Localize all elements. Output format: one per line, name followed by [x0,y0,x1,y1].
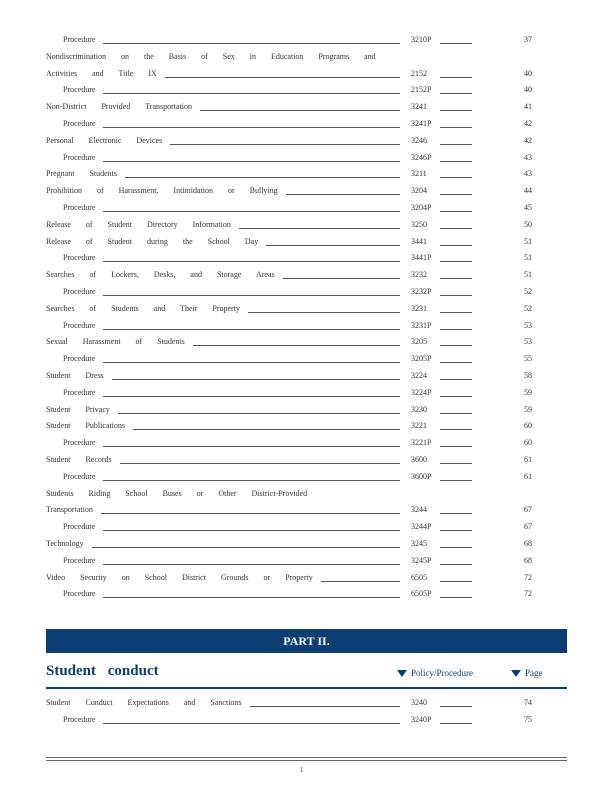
toc-entry [0,49,616,65]
part-banner: PART II. [46,629,567,653]
leader-line [103,362,400,363]
leader-line [283,278,400,279]
leader-line [165,77,400,78]
toc-entry [0,66,616,82]
policy-code: 3210P [411,35,432,44]
policy-code: 3245P [411,555,432,565]
toc-entry [0,166,616,182]
toc-entry [0,435,616,451]
leader-line [193,345,400,346]
leader-line [440,429,472,430]
policy-code: 3241 [411,102,427,112]
toc-entry [0,301,616,317]
toc-entry-title: Student Dress [46,371,104,380]
toc-entry-title: Procedure [63,589,96,599]
leader-line [92,547,400,548]
leader-line [440,211,472,212]
toc-entry-title: Prohibition of Harassment, Intimidation or Bullying [46,186,278,196]
page-ref: 59 [524,387,532,397]
toc-entry [0,267,616,283]
policy-code: 3244P [411,522,432,532]
toc-entry-title: Pregnant Students [46,169,117,179]
page-ref: 58 [524,371,532,380]
toc-entry-title: Release of Student during the School Day [46,236,259,246]
toc-entry-title: Transportation [46,505,93,515]
toc-entry-title: Release of Student Directory Information [46,219,231,229]
page-ref: 67 [524,522,532,532]
leader-line [440,480,472,481]
page-ref: 61 [524,455,532,464]
policy-code: 3240 [411,698,427,707]
policy-code: 3441 [411,236,427,246]
page-ref: 55 [524,354,532,364]
leader-line [440,329,472,330]
leader-line [103,597,400,598]
page-ref: 72 [524,589,532,599]
leader-line [103,446,400,447]
leader-line [440,581,472,582]
page-ref: 42 [524,119,532,128]
page-ref: 40 [524,68,532,78]
leader-line [248,312,400,313]
policy-code: 3231 [411,303,427,313]
policy-code: 3211 [411,169,427,179]
leader-line [321,581,400,582]
page-ref: 72 [524,572,532,582]
toc-entry [0,368,616,384]
policy-code: 3224 [411,371,427,380]
policy-code: 3221P [411,438,432,448]
page-ref: 51 [524,253,532,263]
leader-line [200,110,400,111]
leader-line [133,429,400,430]
page-header [511,668,543,678]
toc-entry-title: Procedure [63,354,96,364]
page-ref: 53 [524,320,532,330]
toc-entry-title: Procedure [63,522,96,532]
leader-line [125,177,400,178]
toc-entry-title: Procedure [63,203,96,212]
leader-line [440,127,472,128]
toc-entry [0,116,616,132]
page-ref: 43 [524,152,532,162]
leader-line [118,413,400,414]
page-ref: 40 [524,85,532,95]
leader-line [440,463,472,464]
page-ref: 61 [524,471,532,481]
leader-line [440,278,472,279]
page-ref: 43 [524,169,532,179]
policy-code: 6505 [411,572,427,582]
toc-entry-title: Video Security on School District Grounds or Property [46,572,313,582]
toc-entry [0,351,616,367]
leader-line [103,329,400,330]
leader-line [440,261,472,262]
policy-code: 3204 [411,186,427,196]
leader-line [250,706,400,707]
toc-entry [0,234,616,250]
toc-entry [0,250,616,266]
page-ref: 68 [524,539,532,548]
policy-code: 3224P [411,387,432,397]
leader-line [103,723,400,724]
policy-code: 3231P [411,320,432,330]
leader-line [266,245,400,246]
policy-code: 3232 [411,270,427,280]
toc-entry-title: Searches of Students and Their Property [46,303,240,313]
leader-line [440,706,472,707]
toc-entry-title: Student Conduct Expectations and Sanctions [46,698,242,707]
leader-line [440,547,472,548]
triangle-down-icon [397,670,407,677]
toc-entry [0,519,616,535]
toc-entry-title: Student Privacy [46,404,110,414]
toc-entry [0,469,616,485]
toc-entry [0,553,616,569]
policy-code: 3244 [411,505,427,515]
toc-entry [0,486,616,502]
toc-entry-title: Students Riding School Buses or Other District-Provided [46,488,308,498]
page-ref: 37 [524,35,532,44]
toc-entry [0,150,616,166]
toc-entry-title: Nondiscrimination on the Basis of Sex in Education Programs and [46,51,376,61]
toc-entry-title: Procedure [63,438,96,448]
triangle-down-icon [511,670,521,677]
leader-line [440,345,472,346]
toc-entry [0,133,616,149]
policy-code: 2152 [411,68,427,78]
leader-line [440,110,472,111]
leader-line [440,177,472,178]
toc-entry [0,712,616,728]
page-ref: 53 [524,337,532,347]
leader-line [440,597,472,598]
toc-entry [0,385,616,401]
leader-line [103,127,400,128]
leader-line [440,312,472,313]
toc-entry [0,570,616,586]
toc-entry [0,418,616,434]
policy-code: 3204P [411,203,432,212]
toc-entry-title: Procedure [63,471,96,481]
page-label: Page [525,668,543,678]
leader-line [440,564,472,565]
policy-code: 2152P [411,85,432,95]
leader-line [440,295,472,296]
leader-line [440,362,472,363]
toc-entry-title: Student Publications [46,421,125,431]
policy-code: 3232P [411,287,432,296]
leader-line [103,93,400,94]
leader-line [103,480,400,481]
toc-entry-title: Procedure [63,85,96,95]
leader-line [103,396,400,397]
leader-line [112,379,400,380]
toc-entry [0,536,616,552]
page-number: 1 [300,766,304,774]
toc-entry-title: Procedure [63,253,96,263]
toc-entry [0,82,616,98]
page-ref: 41 [524,102,532,112]
leader-line [440,530,472,531]
footer-rule [46,757,567,758]
page-ref: 67 [524,505,532,515]
leader-line [103,161,400,162]
leader-line [120,463,400,464]
leader-line [440,228,472,229]
toc-entry-title: Procedure [63,152,96,162]
page-ref: 74 [524,698,532,707]
toc-entry-title: Procedure [63,555,96,565]
toc-entry-title: Procedure [63,714,96,724]
toc-entry-title: Sexual Harassment of Students [46,337,185,347]
page-ref: 51 [524,236,532,246]
policy-procedure-label: Policy/Procedure [411,668,473,678]
toc-entry [0,334,616,350]
page-ref: 52 [524,303,532,313]
leader-line [103,530,400,531]
leader-line [440,723,472,724]
leader-line [440,43,472,44]
toc-entry [0,402,616,418]
page-ref: 44 [524,186,532,196]
toc-entry-title: Activities and Title IX [46,68,157,78]
toc-entry-title: Personal Electronic Devices [46,135,163,145]
policy-code: 3240P [411,714,432,724]
policy-code: 3205 [411,337,427,347]
leader-line [440,446,472,447]
policy-code: 3600P [411,471,432,481]
section-rule [46,687,567,689]
toc-entry-title: Non-District Provided Transportation [46,102,192,112]
leader-line [101,513,400,514]
leader-line [440,77,472,78]
leader-line [440,413,472,414]
page-ref: 42 [524,135,532,145]
leader-line [440,93,472,94]
toc-entry-title: Procedure [63,35,96,44]
page-ref: 51 [524,270,532,280]
leader-line [103,211,400,212]
toc-entry-title: Student Records [46,455,112,464]
page-ref: 60 [524,438,532,448]
page-ref: 75 [524,714,532,724]
policy-code: 3241P [411,119,432,128]
leader-line [440,396,472,397]
toc-entry [0,695,616,711]
policy-code: 3600 [411,455,427,464]
toc-entry [0,99,616,115]
section-title: Student conduct [46,663,159,679]
page-ref: 45 [524,203,532,212]
toc-entry [0,200,616,216]
toc-entry [0,217,616,233]
leader-line [440,513,472,514]
leader-line [440,245,472,246]
page-ref: 60 [524,421,532,431]
leader-line [440,194,472,195]
policy-procedure-header [397,668,473,678]
toc-entry-title: Procedure [63,287,96,296]
leader-line [239,228,400,229]
page-ref: 59 [524,404,532,414]
policy-code: 3221 [411,421,427,431]
toc-entry [0,284,616,300]
page-ref: 52 [524,287,532,296]
page-ref: 68 [524,555,532,565]
policy-code: 3246P [411,152,432,162]
policy-code: 3246 [411,135,427,145]
leader-line [103,261,400,262]
toc-entry-title: Procedure [63,387,96,397]
policy-code: 3250 [411,219,427,229]
toc-entry [0,318,616,334]
toc-entry [0,452,616,468]
leader-line [170,144,400,145]
toc-entry-title: Technology [46,539,84,548]
leader-line [286,194,400,195]
policy-code: 3205P [411,354,432,364]
toc-entry-title: Procedure [63,320,96,330]
toc-entry [0,502,616,518]
policy-code: 3441P [411,253,432,263]
policy-code: 3245 [411,539,427,548]
leader-line [103,564,400,565]
leader-line [103,295,400,296]
toc-entry [0,32,616,48]
toc-entry-title: Procedure [63,119,96,128]
leader-line [103,43,400,44]
toc-entry-title: Searches of Lockers, Desks, and Storage Areas [46,270,275,280]
policy-code: 3230 [411,404,427,414]
footer-rule [46,760,567,761]
leader-line [440,144,472,145]
policy-code: 6505P [411,589,432,599]
toc-entry [0,586,616,602]
leader-line [440,161,472,162]
page-ref: 50 [524,219,532,229]
toc-entry [0,183,616,199]
leader-line [440,379,472,380]
